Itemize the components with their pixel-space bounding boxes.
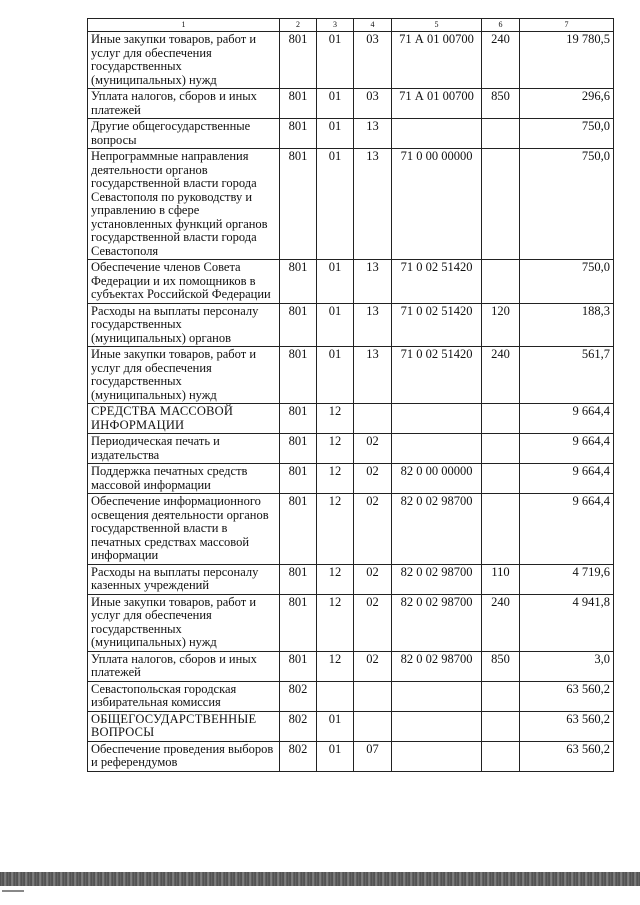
row-section-code: 01 (317, 119, 354, 149)
row-name: Обеспечение информационного освещения деятельности органов государственной власти в печатных средствах массовой информации (88, 494, 280, 565)
row-target-article (392, 404, 482, 434)
budget-table (87, 18, 614, 772)
row-amount: 19 780,5 (520, 32, 614, 89)
row-amount: 4 719,6 (520, 564, 614, 594)
column-number-row (88, 19, 614, 32)
column-number: 3 (317, 19, 354, 32)
row-ved-code: 801 (280, 89, 317, 119)
row-expense-type (482, 741, 520, 771)
row-amount: 9 664,4 (520, 434, 614, 464)
row-amount: 63 560,2 (520, 741, 614, 771)
row-subsection-code: 03 (354, 89, 392, 119)
row-ved-code: 802 (280, 681, 317, 711)
row-name: Иные закупки товаров, работ и услуг для обеспечения государственных (муниципальных) нужд (88, 32, 280, 89)
row-subsection-code: 13 (354, 260, 392, 304)
table-row (88, 119, 614, 149)
table-row (88, 404, 614, 434)
row-expense-type (482, 404, 520, 434)
row-amount: 750,0 (520, 149, 614, 260)
row-name: Обеспечение проведения выборов и референдумов (88, 741, 280, 771)
row-section-code: 12 (317, 464, 354, 494)
row-ved-code: 801 (280, 464, 317, 494)
row-section-code: 01 (317, 149, 354, 260)
table-row (88, 494, 614, 565)
row-subsection-code: 02 (354, 434, 392, 464)
row-ved-code: 801 (280, 32, 317, 89)
row-section-code: 12 (317, 564, 354, 594)
row-ved-code: 801 (280, 564, 317, 594)
row-subsection-code: 07 (354, 741, 392, 771)
row-amount: 3,0 (520, 651, 614, 681)
column-number: 6 (482, 19, 520, 32)
row-amount: 9 664,4 (520, 494, 614, 565)
row-target-article: 71 А 01 00700 (392, 89, 482, 119)
table-row (88, 347, 614, 404)
row-target-article (392, 681, 482, 711)
row-name: Расходы на выплаты персоналу государственных (муниципальных) органов (88, 303, 280, 347)
row-expense-type (482, 494, 520, 565)
row-subsection-code: 13 (354, 347, 392, 404)
row-ved-code: 801 (280, 594, 317, 651)
column-number: 5 (392, 19, 482, 32)
row-target-article: 71 А 01 00700 (392, 32, 482, 89)
row-expense-type: 240 (482, 594, 520, 651)
row-target-article: 82 0 02 98700 (392, 594, 482, 651)
row-section-code: 12 (317, 434, 354, 464)
row-amount: 63 560,2 (520, 681, 614, 711)
row-ved-code: 801 (280, 149, 317, 260)
row-expense-type: 120 (482, 303, 520, 347)
row-target-article: 71 0 02 51420 (392, 347, 482, 404)
row-target-article: 82 0 02 98700 (392, 564, 482, 594)
row-subsection-code (354, 681, 392, 711)
row-expense-type (482, 119, 520, 149)
table-row (88, 303, 614, 347)
row-expense-type (482, 711, 520, 741)
column-number: 1 (88, 19, 280, 32)
row-name: Обеспечение членов Совета Федерации и их помощников в субъектах Российской Федерации (88, 260, 280, 304)
row-target-article: 71 0 02 51420 (392, 303, 482, 347)
row-section-code: 01 (317, 89, 354, 119)
row-amount: 296,6 (520, 89, 614, 119)
row-target-article: 71 0 00 00000 (392, 149, 482, 260)
row-section-code: 12 (317, 594, 354, 651)
row-target-article (392, 711, 482, 741)
row-expense-type: 850 (482, 89, 520, 119)
row-amount: 63 560,2 (520, 711, 614, 741)
row-ved-code: 801 (280, 347, 317, 404)
row-name: Уплата налогов, сборов и иных платежей (88, 651, 280, 681)
row-section-code: 12 (317, 494, 354, 565)
scan-artifact-mark (2, 890, 24, 892)
table-row (88, 564, 614, 594)
row-name: Непрограммные направления деятельности органов государственной власти города Севастополя по руководству и управлению в сфере установленных функций органов государственной власти города Севастополя (88, 149, 280, 260)
row-name: Другие общегосударственные вопросы (88, 119, 280, 149)
row-subsection-code: 03 (354, 32, 392, 89)
column-number: 2 (280, 19, 317, 32)
row-expense-type (482, 434, 520, 464)
row-subsection-code: 13 (354, 119, 392, 149)
row-section-code: 01 (317, 32, 354, 89)
row-target-article: 82 0 02 98700 (392, 651, 482, 681)
table-row (88, 89, 614, 119)
row-name: Расходы на выплаты персоналу казенных учреждений (88, 564, 280, 594)
table-row (88, 594, 614, 651)
row-expense-type (482, 681, 520, 711)
row-amount: 4 941,8 (520, 594, 614, 651)
row-amount: 9 664,4 (520, 464, 614, 494)
scan-artifact-band (0, 872, 640, 886)
row-subsection-code (354, 404, 392, 434)
row-ved-code: 801 (280, 651, 317, 681)
row-name: Периодическая печать и издательства (88, 434, 280, 464)
row-ved-code: 802 (280, 741, 317, 771)
table-row (88, 464, 614, 494)
row-subsection-code: 13 (354, 149, 392, 260)
row-expense-type (482, 149, 520, 260)
row-section-code: 01 (317, 303, 354, 347)
column-number: 7 (520, 19, 614, 32)
row-ved-code: 802 (280, 711, 317, 741)
table-row (88, 651, 614, 681)
row-expense-type: 240 (482, 347, 520, 404)
row-amount: 561,7 (520, 347, 614, 404)
row-ved-code: 801 (280, 303, 317, 347)
row-name: ОБЩЕГОСУДАРСТВЕННЫЕ ВОПРОСЫ (88, 711, 280, 741)
row-ved-code: 801 (280, 119, 317, 149)
row-name: Поддержка печатных средств массовой информации (88, 464, 280, 494)
row-expense-type: 110 (482, 564, 520, 594)
row-section-code: 12 (317, 404, 354, 434)
column-number: 4 (354, 19, 392, 32)
row-section-code: 01 (317, 347, 354, 404)
row-subsection-code (354, 711, 392, 741)
row-section-code: 01 (317, 711, 354, 741)
row-subsection-code: 02 (354, 464, 392, 494)
row-expense-type: 240 (482, 32, 520, 89)
row-ved-code: 801 (280, 404, 317, 434)
row-target-article (392, 434, 482, 464)
row-name: Уплата налогов, сборов и иных платежей (88, 89, 280, 119)
row-name: Иные закупки товаров, работ и услуг для обеспечения государственных (муниципальных) нужд (88, 347, 280, 404)
table-row (88, 741, 614, 771)
row-subsection-code: 02 (354, 494, 392, 565)
table-row (88, 149, 614, 260)
row-subsection-code: 13 (354, 303, 392, 347)
row-amount: 9 664,4 (520, 404, 614, 434)
row-expense-type (482, 260, 520, 304)
row-ved-code: 801 (280, 260, 317, 304)
row-amount: 750,0 (520, 119, 614, 149)
row-target-article (392, 741, 482, 771)
row-target-article (392, 119, 482, 149)
row-subsection-code: 02 (354, 651, 392, 681)
row-expense-type (482, 464, 520, 494)
row-amount: 750,0 (520, 260, 614, 304)
row-ved-code: 801 (280, 494, 317, 565)
row-section-code (317, 681, 354, 711)
row-target-article: 82 0 00 00000 (392, 464, 482, 494)
row-subsection-code: 02 (354, 564, 392, 594)
table-row (88, 260, 614, 304)
table-row (88, 434, 614, 464)
row-expense-type: 850 (482, 651, 520, 681)
row-section-code: 01 (317, 260, 354, 304)
table-body (88, 32, 614, 772)
row-section-code: 01 (317, 741, 354, 771)
row-ved-code: 801 (280, 434, 317, 464)
row-name: Иные закупки товаров, работ и услуг для обеспечения государственных (муниципальных) нужд (88, 594, 280, 651)
table-row (88, 711, 614, 741)
table-row (88, 32, 614, 89)
row-name: СРЕДСТВА МАССОВОЙ ИНФОРМАЦИИ (88, 404, 280, 434)
row-amount: 188,3 (520, 303, 614, 347)
row-section-code: 12 (317, 651, 354, 681)
row-subsection-code: 02 (354, 594, 392, 651)
row-target-article: 82 0 02 98700 (392, 494, 482, 565)
row-target-article: 71 0 02 51420 (392, 260, 482, 304)
row-name: Севастопольская городская избирательная комиссия (88, 681, 280, 711)
table-row (88, 681, 614, 711)
